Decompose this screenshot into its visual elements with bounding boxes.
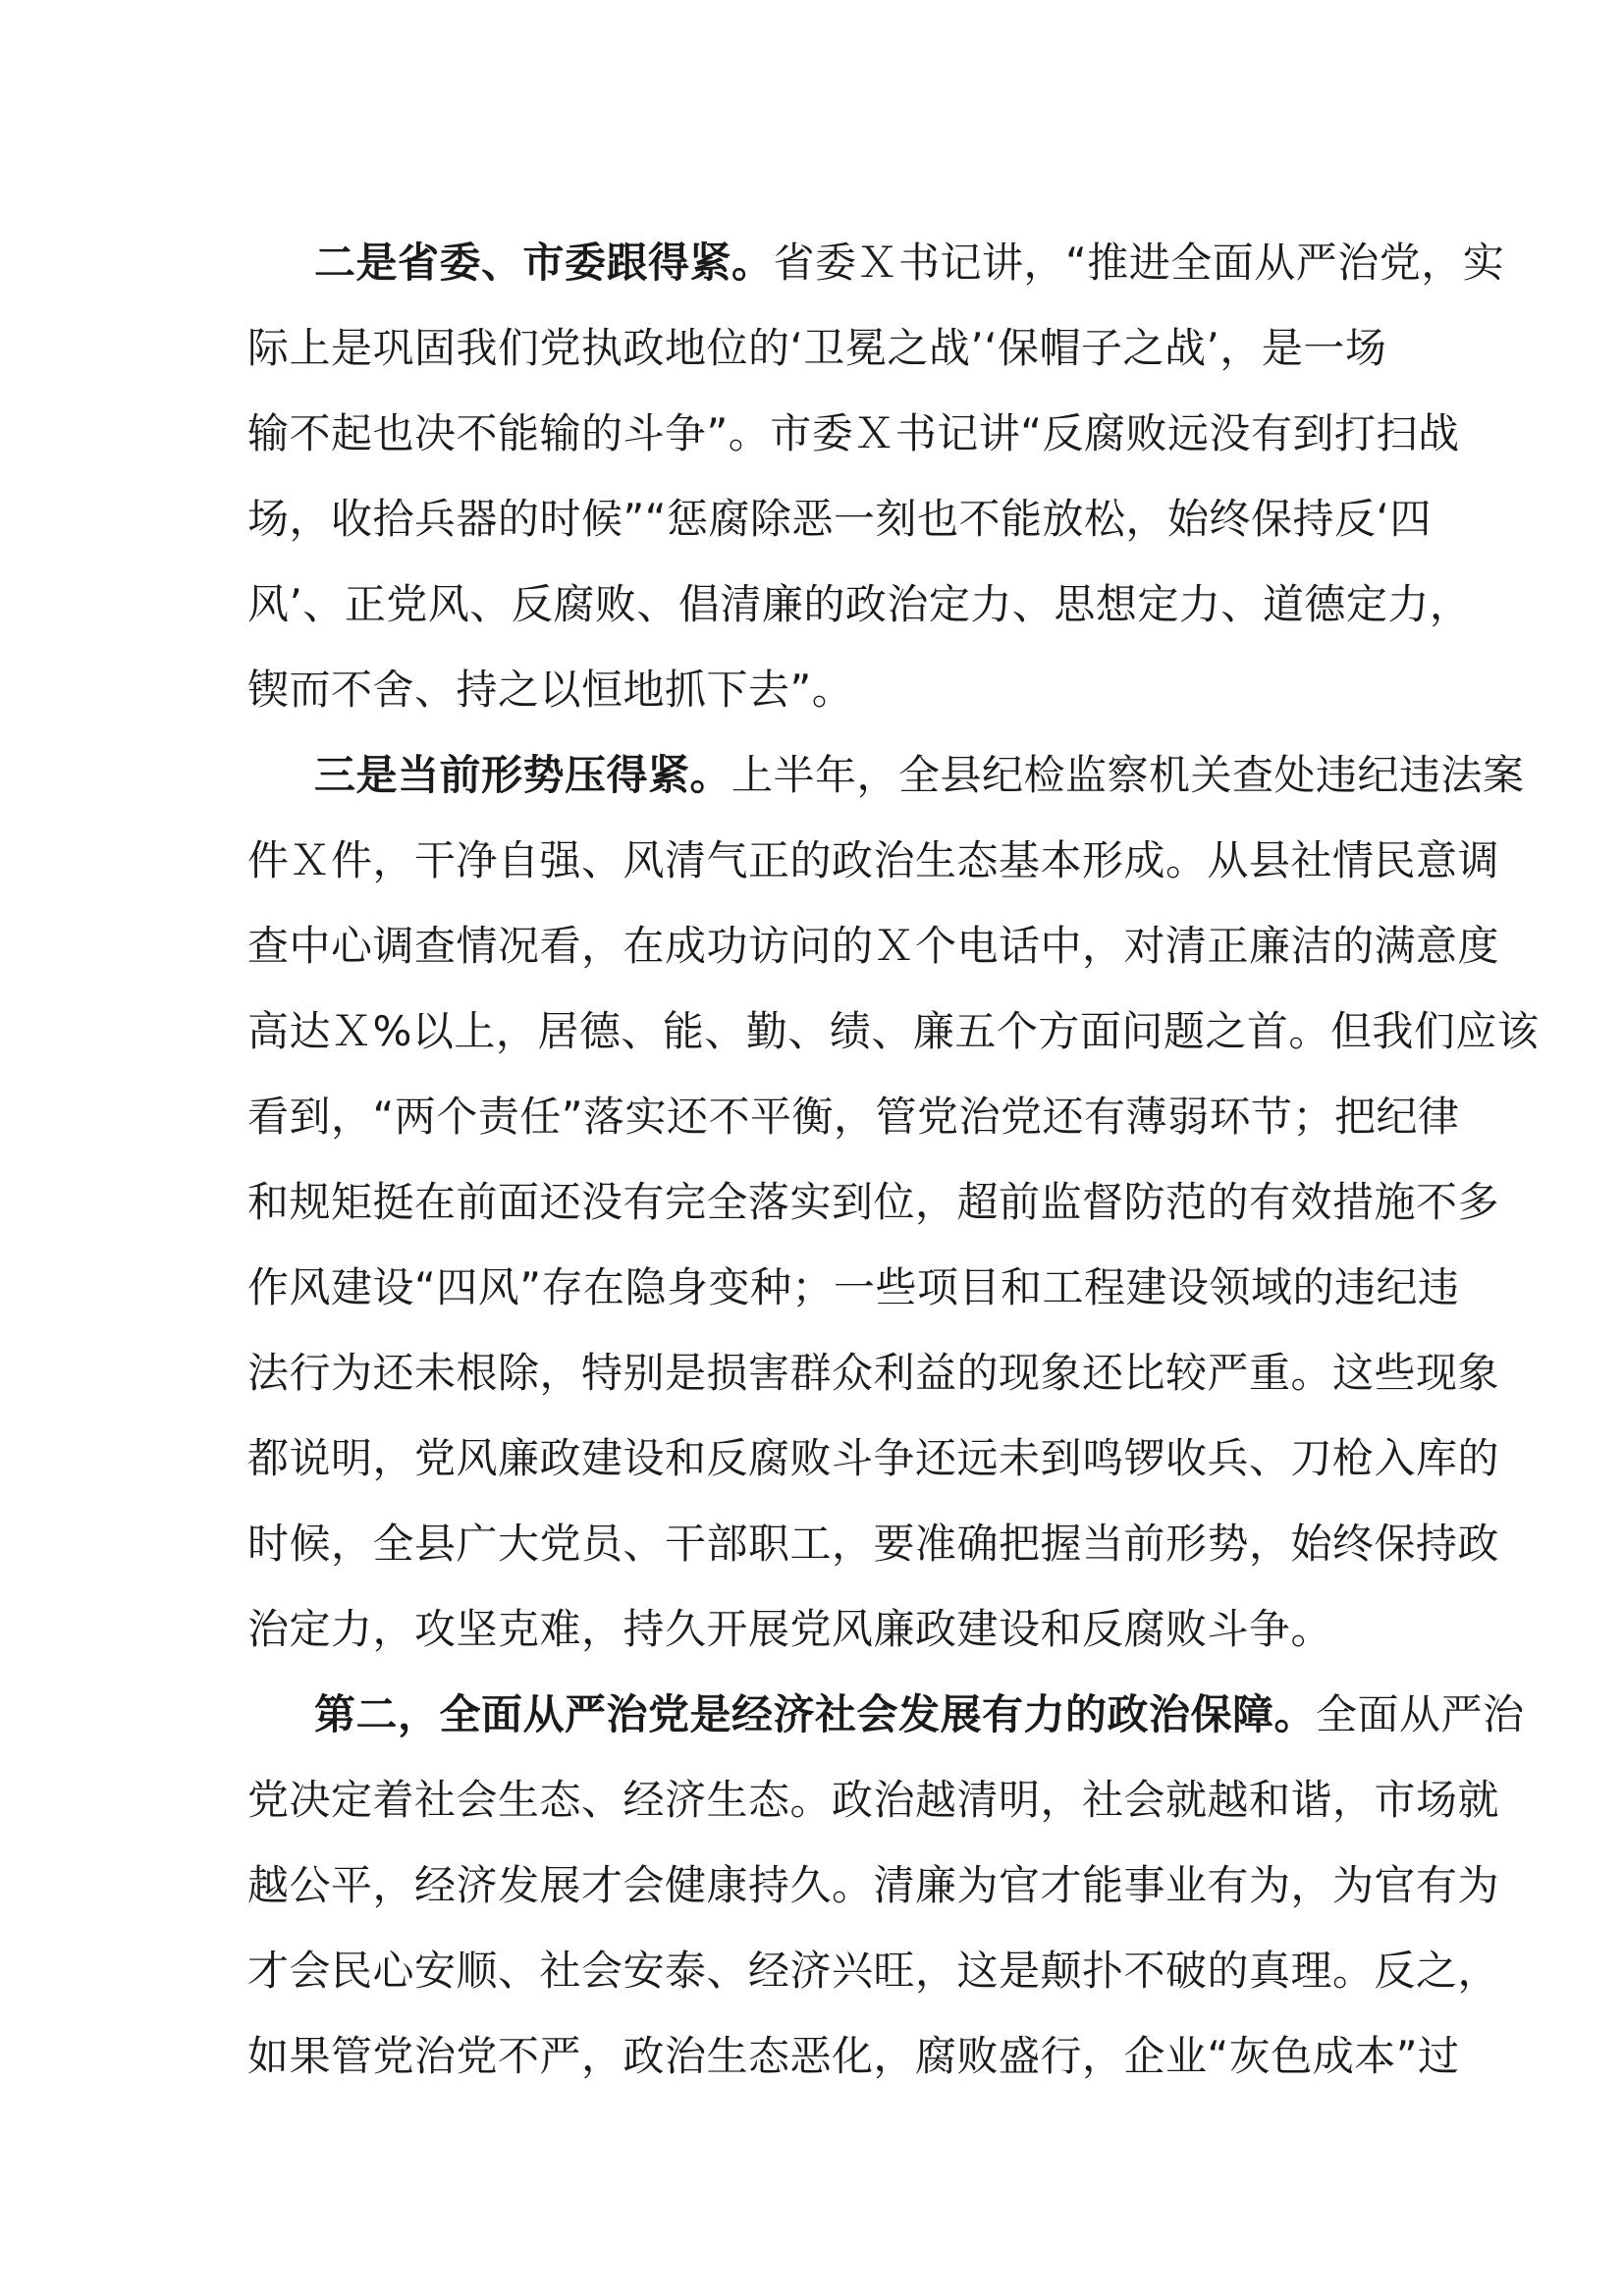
text-line [247,1330,1500,1415]
text-line [247,1415,1500,1501]
text-line [247,1672,1525,1757]
paragraph-lead: 第二，全面从严治党是经济社会发展有力的政治保障。 [314,1690,1317,1738]
text-line [247,1757,1500,1842]
line-text: 输不起也决不能输的斗争”。市委Ｘ书记讲“反腐败远没有到打扫战 [247,409,1460,457]
text-line [247,1501,1500,1586]
text-line [247,647,1386,732]
text-line [247,1074,1460,1159]
paragraph [247,1672,1525,2099]
line-text: 查中心调查情况看，在成功访问的Ｘ个电话中，对清正廉洁的满意度 [247,922,1500,970]
line-text: 场，收拾兵器的时候”“惩腐除恶一刻也不能放松，始终保持反‘四 [247,495,1432,543]
text-line [247,1245,1460,1330]
document-page [247,220,1540,2099]
line-text: 件Ｘ件，干净自强、风清气正的政治生态基本形成。从县社情民意调 [247,836,1500,884]
paragraph-lead: 三是当前形势压得紧。 [314,751,732,799]
line-text: 治定力，攻坚克难，持久开展党风廉政建设和反腐败斗争。 [247,1605,1333,1653]
line-text: 才会民心安顺、社会安泰、经济兴旺，这是颠扑不破的真理。反之， [247,1947,1500,1995]
line-text: 都说明，党风廉政建设和反腐败斗争还远未到鸣锣收兵、刀枪入库的 [247,1434,1500,1482]
line-text: 和规矩挺在前面还没有完全落实到位，超前监督防范的有效措施不多 [247,1178,1500,1226]
text-line [247,305,1386,391]
line-text: 省委Ｘ书记讲，“推进全面从严治党，实 [773,239,1505,287]
text-line [247,476,1432,561]
line-text: 越公平，经济发展才会健康持久。清廉为官才能事业有为，为官有为 [247,1861,1500,1909]
text-line [247,903,1500,988]
text-line [247,818,1500,903]
text-line [247,2013,1460,2099]
paragraph-lead: 二是省委、市委跟得紧。 [314,239,774,287]
line-text: 全面从严治 [1316,1690,1525,1738]
line-text: 际上是巩固我们党执政地位的‘卫冕之战’‘保帽子之战’，是一场 [247,324,1387,372]
line-text: 党决定着社会生态、经济生态。政治越清明，社会就越和谐，市场就 [247,1776,1500,1824]
paragraph [247,220,1505,732]
text-line [247,1842,1500,1928]
paragraph [247,732,1540,1672]
line-text: 高达Ｘ%以上，居德、能、勤、绩、廉五个方面问题之首。但我们应该 [247,1007,1540,1055]
text-line [247,561,1472,647]
line-text: 风’、正党风、反腐败、倡清廉的政治定力、思想定力、道德定力， [247,580,1472,628]
text-line [247,391,1460,476]
line-text: 上半年，全县纪检监察机关查处违纪违法案 [731,751,1525,799]
line-text: 法行为还未根除，特别是损害群众利益的现象还比较严重。这些现象 [247,1349,1500,1397]
text-line [247,220,1505,305]
text-line [247,732,1525,818]
line-text: 时候，全县广大党员、干部职工，要准确把握当前形势，始终保持政 [247,1520,1500,1568]
text-line [247,1586,1386,1672]
text-line [247,1928,1500,2013]
text-line [247,988,1540,1074]
line-text: 作风建设“四风”存在隐身变种；一些项目和工程建设领域的违纪违 [247,1263,1460,1311]
text-line [247,1159,1500,1245]
line-text: 锲而不舍、持之以恒地抓下去”。 [247,666,854,714]
line-text: 看到，“两个责任”落实还不平衡，管党治党还有薄弱环节；把纪律 [247,1093,1460,1141]
line-text: 如果管党治党不严，政治生态恶化，腐败盛行，企业“灰色成本”过 [247,2032,1460,2080]
